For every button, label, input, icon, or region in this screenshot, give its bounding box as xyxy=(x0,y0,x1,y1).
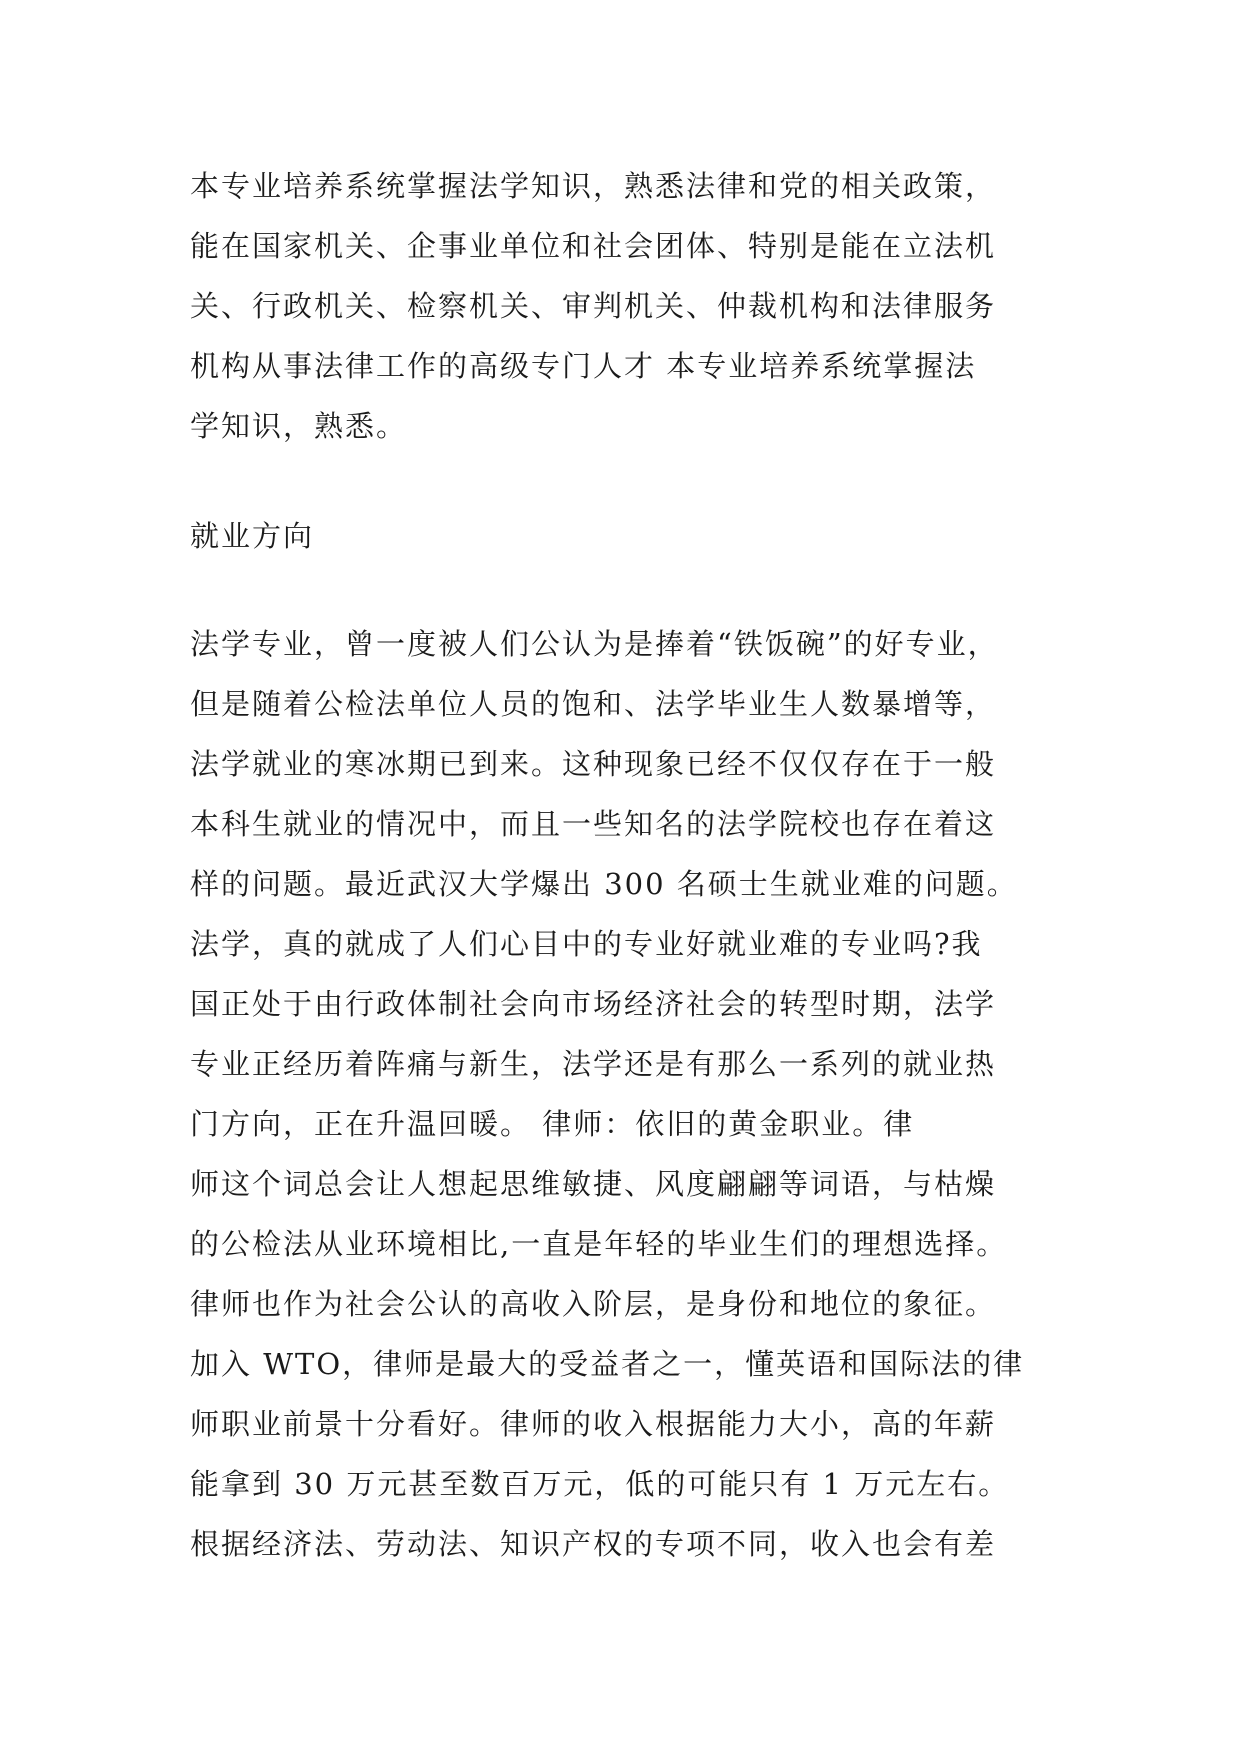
paragraph-line: 关、行政机关、检察机关、审判机关、仲裁机构和法律服务 xyxy=(190,289,997,323)
paragraph-line: 机构从事法律工作的高级专门人才 本专业培养系统掌握法 xyxy=(190,349,977,383)
section-heading-text: 就业方向 xyxy=(190,519,315,553)
paragraph-line: 样的问题。最近武汉大学爆出 300 名硕士生就业难的问题。 xyxy=(190,867,1018,901)
paragraph-line: 加入 WTO，律师是最大的受益者之一，懂英语和国际法的律 xyxy=(190,1347,1025,1381)
paragraph-line: 本专业培养系统掌握法学知识，熟悉法律和党的相关政策， xyxy=(190,169,997,203)
paragraph-line: 法学就业的寒冰期已到来。这种现象已经不仅仅存在于一般 xyxy=(190,747,997,781)
paragraph-line: 根据经济法、劳动法、知识产权的专项不同，收入也会有差 xyxy=(190,1527,997,1561)
paragraph-line: 法学专业，曾一度被人们公认为是捧着“铁饭碗”的好专业， xyxy=(190,627,999,661)
section-heading xyxy=(190,506,1050,566)
paragraph-line: 师职业前景十分看好。律师的收入根据能力大小，高的年薪 xyxy=(190,1407,997,1441)
intro-paragraph xyxy=(190,156,1050,456)
paragraph-line: 但是随着公检法单位人员的饱和、法学毕业生人数暴增等， xyxy=(190,687,997,721)
paragraph-line: 本科生就业的情况中，而且一些知名的法学院校也存在着这 xyxy=(190,807,997,841)
paragraph-line: 能在国家机关、企事业单位和社会团体、特别是能在立法机 xyxy=(190,229,997,263)
paragraph-line: 专业正经历着阵痛与新生，法学还是有那么一系列的就业热 xyxy=(190,1047,997,1081)
paragraph-line: 法学，真的就成了人们心目中的专业好就业难的专业吗?我 xyxy=(190,927,983,961)
body-paragraph xyxy=(190,614,1050,1574)
paragraph-line: 师这个词总会让人想起思维敏捷、风度翩翩等词语，与枯燥 xyxy=(190,1167,997,1201)
paragraph-line: 能拿到 30 万元甚至数百万元，低的可能只有 1 万元左右。 xyxy=(190,1467,1010,1501)
paragraph-line: 国正处于由行政体制社会向市场经济社会的转型时期，法学 xyxy=(190,987,997,1021)
paragraph-line: 律师也作为社会公认的高收入阶层，是身份和地位的象征。 xyxy=(190,1287,997,1321)
paragraph-line: 门方向，正在升温回暖。 律师：依旧的黄金职业。律 xyxy=(190,1107,915,1141)
paragraph-line: 的公检法从业环境相比,一直是年轻的毕业生们的理想选择。 xyxy=(190,1227,1008,1261)
paragraph-line: 学知识，熟悉。 xyxy=(190,409,408,443)
